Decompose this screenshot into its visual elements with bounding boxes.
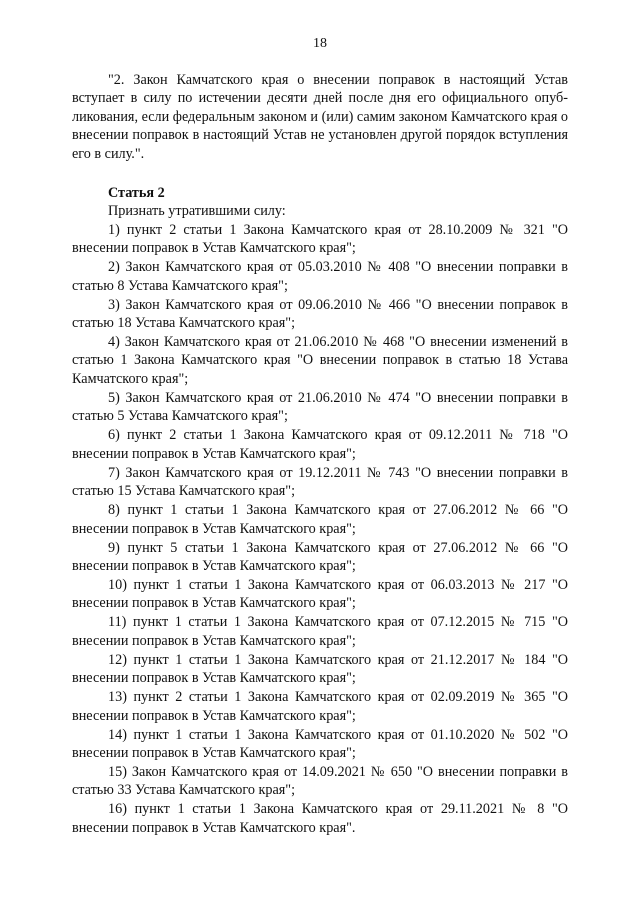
repealed-item: 3) Закон Камчатского края от 09.06.2010 № 466 "О внесении поправок в статью 18 Устава Камчатского края"; (72, 296, 568, 332)
repealed-item: 12) пункт 1 статьи 1 Закона Камчатского края от 21.12.2017 № 184 "О внесении поправок в Устав Камчатского края"; (72, 651, 568, 687)
article-intro: Признать утратившими силу: (108, 203, 286, 220)
repealed-item: 15) Закон Камчатского края от 14.09.2021 № 650 "О внесении поправки в статью 33 Устава Камчатского края"; (72, 763, 568, 799)
repealed-item: 2) Закон Камчатского края от 05.03.2010 № 408 "О внесении поправки в статью 8 Устава Камчатского края"; (72, 259, 568, 294)
article-title: Статья 2 (108, 185, 165, 202)
repealed-item: 14) пункт 1 статьи 1 Закона Камчатского края от 01.10.2020 № 502 "О внесении поправок в Устав Камчатского края"; (72, 726, 568, 761)
repealed-item: 7) Закон Камчатского края от 19.12.2011 № 743 "О внесении поправки в статью 15 Устава Камчатского края"; (72, 464, 568, 500)
repealed-item: 11) пункт 1 статьи 1 Закона Камчатского края от 07.12.2015 № 715 "О внесении поправок в Устав Камчатского края"; (72, 614, 568, 649)
repealed-item: 4) Закон Камчатского края от 21.06.2010 № 468 "О внесении изменений в статью 1 Закона Камчатского края "О внесении поправок в статью 18 Устава Камчатского края"; (72, 334, 568, 387)
quoted-paragraph: "2. Закон Камчатского края о внесении поправок в настоящий Устав вступает в силу по истечении десяти дней после дня его официального опубликования, если федеральным законом и (или) самим законом Камчатского края о внесении поправок в настоящий Устав не установлен другой порядок вступления его в силу.". (72, 72, 568, 162)
page-number: 18 (313, 36, 327, 51)
repealed-item: 1) пункт 2 статьи 1 Закона Камчатского края от 28.10.2009 № 321 "О внесении поправок в Устав Камчатского края"; (72, 221, 568, 257)
repealed-item: 6) пункт 2 статьи 1 Закона Камчатского края от 09.12.2011 № 718 "О внесении поправок в Устав Камчатского края"; (72, 427, 568, 462)
repealed-item: 10) пункт 1 статьи 1 Закона Камчатского края от 06.03.2013 № 217 "О внесении поправок в Устав Камчатского края"; (72, 576, 568, 612)
repealed-item: 8) пункт 1 статьи 1 Закона Камчатского края от 27.06.2012 № 66 "О внесении поправок в Устав Камчатского края"; (72, 502, 568, 537)
repealed-item: 16) пункт 1 статьи 1 Закона Камчатского края от 29.11.2021 № 8 "О внесении поправок в Устав Камчатского края". (72, 801, 568, 836)
document-body (72, 71, 568, 838)
repealed-item: 13) пункт 2 статьи 1 Закона Камчатского края от 02.09.2019 № 365 "О внесении поправок в Устав Камчатского края"; (72, 689, 568, 724)
repealed-item: 9) пункт 5 статьи 1 Закона Камчатского края от 27.06.2012 № 66 "О внесении поправок в Устав Камчатского края"; (72, 539, 568, 574)
repealed-item: 5) Закон Камчатского края от 21.06.2010 № 474 "О внесении поправки в статью 5 Устава Камчатского края"; (72, 389, 568, 425)
